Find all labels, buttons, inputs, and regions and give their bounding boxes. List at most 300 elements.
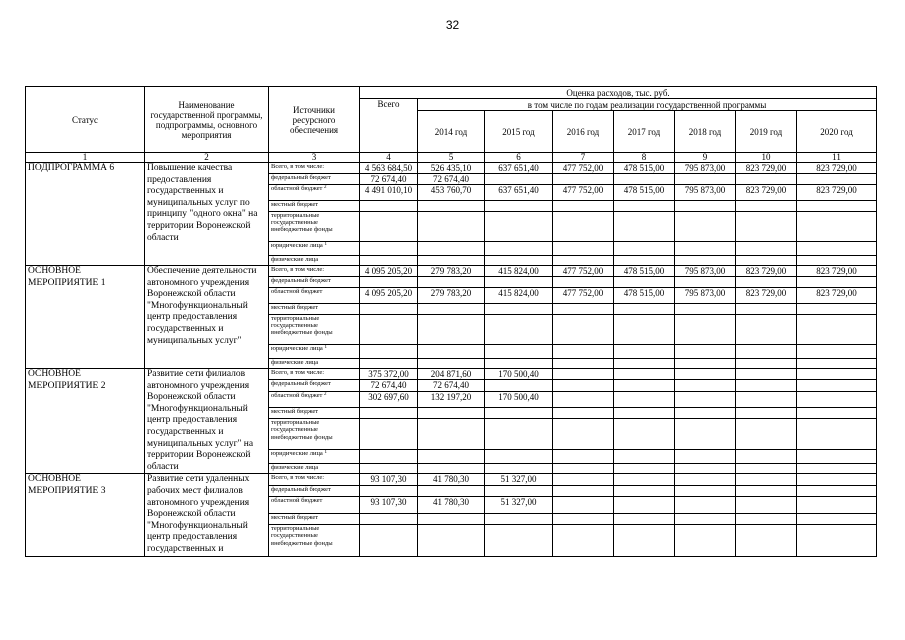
amount-cell: 4 491 010,10 (360, 185, 418, 201)
amount-cell (418, 449, 485, 463)
source-label: юридические лица (271, 242, 323, 249)
amount-cell (614, 513, 675, 524)
amount-cell (360, 277, 418, 288)
amount-cell (485, 345, 553, 359)
header-year: 2018 год (675, 111, 736, 153)
amount-cell: 93 107,30 (360, 474, 418, 485)
amount-cell (675, 391, 736, 407)
amount-cell (553, 419, 614, 450)
amount-cell (553, 256, 614, 266)
source-label: федеральный бюджет (271, 174, 331, 181)
amount-cell: 637 651,40 (485, 185, 553, 201)
column-number: 4 (360, 153, 418, 163)
source-label: федеральный бюджет (271, 485, 331, 493)
amount-cell (797, 345, 877, 359)
amount-cell (675, 201, 736, 212)
source-label: областной бюджет (271, 497, 323, 505)
amount-cell (418, 304, 485, 315)
amount-cell (553, 277, 614, 288)
table-row (26, 369, 877, 380)
amount-cell (418, 419, 485, 450)
amount-cell (553, 380, 614, 391)
column-number: 7 (553, 153, 614, 163)
source-label: Всего, в том числе: (271, 163, 325, 170)
amount-cell (360, 315, 418, 345)
amount-cell (797, 174, 877, 185)
footnote-mark: 1 (324, 345, 327, 350)
amount-cell (736, 242, 797, 256)
source-label: юридические лица (271, 449, 323, 457)
source-cell (269, 474, 360, 485)
amount-cell (797, 497, 877, 514)
amount-cell (675, 525, 736, 556)
amount-cell (553, 212, 614, 242)
amount-cell (736, 419, 797, 450)
amount-cell (485, 513, 553, 524)
amount-cell (418, 525, 485, 556)
amount-cell (797, 449, 877, 463)
budget-table (25, 86, 877, 557)
amount-cell (614, 315, 675, 345)
amount-cell (614, 485, 675, 496)
block-name: Повышение качества предоставления государственных и муниципальных услуг по принципу "одного окна" на территории Воронежской области (145, 163, 269, 266)
amount-cell (736, 304, 797, 315)
amount-cell: 478 515,00 (614, 163, 675, 174)
amount-cell (485, 242, 553, 256)
amount-cell: 823 729,00 (797, 266, 877, 277)
source-cell (269, 201, 360, 212)
source-cell (269, 288, 360, 304)
source-cell (269, 242, 360, 256)
amount-cell: 477 752,00 (553, 288, 614, 304)
amount-cell (797, 256, 877, 266)
amount-cell (675, 380, 736, 391)
source-label: физические лица (271, 359, 319, 366)
amount-cell (418, 201, 485, 212)
amount-cell: 170 500,40 (485, 369, 553, 380)
table-row (26, 163, 877, 174)
amount-cell: 93 107,30 (360, 497, 418, 514)
source-cell (269, 449, 360, 463)
column-number: 6 (485, 153, 553, 163)
amount-cell: 823 729,00 (797, 185, 877, 201)
amount-cell (614, 464, 675, 474)
source-cell (269, 407, 360, 418)
table-row (26, 266, 877, 277)
amount-cell (736, 345, 797, 359)
column-number: 1 (26, 153, 145, 163)
header-year: 2016 год (553, 111, 614, 153)
amount-cell (360, 513, 418, 524)
amount-cell (797, 359, 877, 369)
column-number: 5 (418, 153, 485, 163)
amount-cell (736, 391, 797, 407)
budget-body (26, 163, 877, 557)
source-label: территориальные государственные внебюджетные фонды (271, 419, 333, 441)
amount-cell (485, 304, 553, 315)
amount-cell (736, 359, 797, 369)
amount-cell (485, 464, 553, 474)
source-cell (269, 513, 360, 524)
amount-cell (418, 464, 485, 474)
amount-cell (553, 304, 614, 315)
source-label: федеральный бюджет (271, 277, 331, 284)
amount-cell (675, 277, 736, 288)
amount-cell (553, 345, 614, 359)
amount-cell (553, 407, 614, 418)
header-year: 2020 год (797, 111, 877, 153)
amount-cell (485, 485, 553, 496)
column-number: 11 (797, 153, 877, 163)
footnote-mark: 1 (324, 242, 327, 247)
amount-cell (675, 474, 736, 485)
column-number: 8 (614, 153, 675, 163)
amount-cell (418, 315, 485, 345)
amount-cell (485, 174, 553, 185)
amount-cell (614, 525, 675, 556)
amount-cell (553, 474, 614, 485)
amount-cell: 51 327,00 (485, 474, 553, 485)
amount-cell (360, 201, 418, 212)
amount-cell (418, 359, 485, 369)
amount-cell: 526 435,10 (418, 163, 485, 174)
amount-cell (736, 464, 797, 474)
amount-cell: 72 674,40 (418, 174, 485, 185)
amount-cell (553, 359, 614, 369)
amount-cell (675, 256, 736, 266)
amount-cell (736, 256, 797, 266)
source-label: Всего, в том числе: (271, 369, 325, 376)
column-number: 2 (145, 153, 269, 163)
amount-cell (797, 277, 877, 288)
source-label: территориальные государственные внебюджетные фонды (271, 212, 333, 234)
amount-cell: 477 752,00 (553, 266, 614, 277)
amount-cell: 415 824,00 (485, 288, 553, 304)
header-sources: Источники ресурсного обеспечения (269, 87, 360, 153)
amount-cell: 823 729,00 (797, 288, 877, 304)
amount-cell: 637 651,40 (485, 163, 553, 174)
amount-cell (614, 212, 675, 242)
amount-cell (360, 464, 418, 474)
source-label: территориальные государственные внебюджетные фонды (271, 315, 333, 337)
amount-cell (675, 513, 736, 524)
amount-cell (360, 359, 418, 369)
amount-cell (675, 485, 736, 496)
amount-cell (553, 369, 614, 380)
source-cell (269, 359, 360, 369)
amount-cell (614, 304, 675, 315)
amount-cell (485, 201, 553, 212)
header-year: 2015 год (485, 111, 553, 153)
amount-cell (797, 304, 877, 315)
amount-cell (485, 380, 553, 391)
amount-cell: 795 873,00 (675, 288, 736, 304)
amount-cell (797, 201, 877, 212)
amount-cell: 795 873,00 (675, 266, 736, 277)
amount-cell (553, 513, 614, 524)
amount-cell: 72 674,40 (418, 380, 485, 391)
amount-cell (736, 277, 797, 288)
amount-cell: 302 697,60 (360, 391, 418, 407)
source-label: Всего, в том числе: (271, 474, 325, 482)
amount-cell (485, 277, 553, 288)
source-cell (269, 174, 360, 185)
amount-cell (614, 201, 675, 212)
block-status: ОСНОВНОЕ МЕРОПРИЯТИЕ 2 (26, 369, 145, 474)
amount-cell (418, 277, 485, 288)
amount-cell: 4 095 205,20 (360, 266, 418, 277)
header-name: Наименование государственной программы, подпрограммы, основного мероприятия (145, 87, 269, 153)
amount-cell (614, 345, 675, 359)
amount-cell (553, 315, 614, 345)
amount-cell (553, 525, 614, 556)
header-year: 2017 год (614, 111, 675, 153)
amount-cell (675, 407, 736, 418)
amount-cell: 41 780,30 (418, 497, 485, 514)
source-label: областной бюджет (271, 185, 323, 192)
header-estimate: Оценка расходов, тыс. руб. (360, 87, 877, 99)
block-name: Обеспечение деятельности автономного учреждения Воронежской области "Многофункциональный центр предоставления государственных и муниципальных услуг" (145, 266, 269, 369)
amount-cell (553, 391, 614, 407)
source-cell (269, 212, 360, 242)
amount-cell (736, 525, 797, 556)
amount-cell (418, 256, 485, 266)
amount-cell (360, 407, 418, 418)
amount-cell: 823 729,00 (736, 185, 797, 201)
source-cell (269, 497, 360, 514)
amount-cell (360, 256, 418, 266)
source-cell (269, 304, 360, 315)
amount-cell (614, 369, 675, 380)
amount-cell (675, 174, 736, 185)
source-cell (269, 369, 360, 380)
amount-cell: 823 729,00 (736, 163, 797, 174)
header-total: Всего (360, 99, 418, 153)
amount-cell: 72 674,40 (360, 174, 418, 185)
column-number: 9 (675, 153, 736, 163)
amount-cell (418, 513, 485, 524)
amount-cell (797, 212, 877, 242)
amount-cell (553, 464, 614, 474)
amount-cell (797, 380, 877, 391)
source-cell (269, 163, 360, 174)
amount-cell (614, 277, 675, 288)
amount-cell (418, 407, 485, 418)
amount-cell (797, 485, 877, 496)
block-status: ОСНОВНОЕ МЕРОПРИЯТИЕ 3 (26, 474, 145, 556)
amount-cell (614, 391, 675, 407)
amount-cell (797, 513, 877, 524)
amount-cell (360, 485, 418, 496)
source-cell (269, 380, 360, 391)
header-by-years: в том числе по годам реализации государственной программы (418, 99, 877, 111)
table-row (26, 474, 877, 485)
source-label: физические лица (271, 256, 319, 263)
amount-cell (675, 449, 736, 463)
amount-cell (485, 419, 553, 450)
amount-cell (360, 345, 418, 359)
source-cell (269, 464, 360, 474)
amount-cell (736, 380, 797, 391)
amount-cell (797, 315, 877, 345)
amount-cell (485, 212, 553, 242)
amount-cell (360, 525, 418, 556)
amount-cell (797, 407, 877, 418)
source-label: Всего, в том числе: (271, 266, 325, 273)
source-label: территориальные государственные внебюджетные фонды (271, 525, 333, 547)
amount-cell: 823 729,00 (736, 266, 797, 277)
amount-cell: 823 729,00 (736, 288, 797, 304)
amount-cell (736, 497, 797, 514)
amount-cell (360, 212, 418, 242)
amount-cell (797, 464, 877, 474)
amount-cell (614, 407, 675, 418)
amount-cell (418, 485, 485, 496)
source-label: физические лица (271, 464, 319, 472)
amount-cell (614, 419, 675, 450)
amount-cell (675, 419, 736, 450)
amount-cell: 477 752,00 (553, 163, 614, 174)
amount-cell (418, 345, 485, 359)
amount-cell: 453 760,70 (418, 185, 485, 201)
source-label: местный бюджет (271, 407, 319, 415)
amount-cell (736, 474, 797, 485)
source-cell (269, 419, 360, 450)
amount-cell (675, 212, 736, 242)
source-cell (269, 525, 360, 556)
source-label: федеральный бюджет (271, 380, 331, 388)
amount-cell (675, 497, 736, 514)
amount-cell (485, 359, 553, 369)
amount-cell (553, 242, 614, 256)
amount-cell (614, 359, 675, 369)
amount-cell: 170 500,40 (485, 391, 553, 407)
amount-cell (797, 525, 877, 556)
amount-cell (614, 449, 675, 463)
amount-cell (553, 174, 614, 185)
block-status: ОСНОВНОЕ МЕРОПРИЯТИЕ 1 (26, 266, 145, 369)
footnote-mark: 1 (324, 449, 327, 455)
source-cell (269, 315, 360, 345)
amount-cell: 132 197,20 (418, 391, 485, 407)
source-cell (269, 256, 360, 266)
source-label: местный бюджет (271, 201, 319, 208)
amount-cell (675, 315, 736, 345)
source-cell (269, 185, 360, 201)
amount-cell (360, 242, 418, 256)
source-label: областной бюджет (271, 391, 323, 399)
amount-cell: 51 327,00 (485, 497, 553, 514)
amount-cell: 795 873,00 (675, 163, 736, 174)
amount-cell (675, 345, 736, 359)
amount-cell (418, 212, 485, 242)
amount-cell (736, 485, 797, 496)
amount-cell (553, 201, 614, 212)
amount-cell: 478 515,00 (614, 288, 675, 304)
amount-cell (736, 174, 797, 185)
amount-cell (675, 464, 736, 474)
amount-cell (736, 201, 797, 212)
amount-cell (736, 369, 797, 380)
amount-cell (553, 449, 614, 463)
amount-cell (736, 449, 797, 463)
amount-cell (360, 419, 418, 450)
amount-cell (418, 242, 485, 256)
header-year: 2019 год (736, 111, 797, 153)
amount-cell: 795 873,00 (675, 185, 736, 201)
amount-cell: 478 515,00 (614, 266, 675, 277)
amount-cell: 279 783,20 (418, 266, 485, 277)
amount-cell (675, 242, 736, 256)
source-label: областной бюджет (271, 288, 323, 295)
block-status: ПОДПРОГРАММА 6 (26, 163, 145, 266)
amount-cell (797, 474, 877, 485)
amount-cell (797, 242, 877, 256)
amount-cell (675, 369, 736, 380)
amount-cell (485, 525, 553, 556)
amount-cell (614, 242, 675, 256)
source-cell (269, 485, 360, 496)
amount-cell (553, 485, 614, 496)
source-cell (269, 266, 360, 277)
amount-cell: 375 372,00 (360, 369, 418, 380)
amount-cell (614, 380, 675, 391)
amount-cell (614, 474, 675, 485)
amount-cell (736, 315, 797, 345)
amount-cell (485, 407, 553, 418)
amount-cell: 477 752,00 (553, 185, 614, 201)
amount-cell (485, 449, 553, 463)
amount-cell (553, 497, 614, 514)
block-name: Развитие сети филиалов автономного учреждения Воронежской области "Многофункциональный центр предоставления государственных и муниципальных услуг" на территории Воронежской области (145, 369, 269, 474)
amount-cell: 204 871,60 (418, 369, 485, 380)
amount-cell (736, 407, 797, 418)
amount-cell (675, 304, 736, 315)
amount-cell (485, 256, 553, 266)
column-number: 3 (269, 153, 360, 163)
source-cell (269, 277, 360, 288)
amount-cell (797, 419, 877, 450)
amount-cell (797, 369, 877, 380)
page-number: 32 (445, 18, 460, 32)
header-year: 2014 год (418, 111, 485, 153)
source-cell (269, 391, 360, 407)
block-name: Развитие сети удаленных рабочих мест филиалов автономного учреждения Воронежской области "Многофункциональный центр предоставления государственных и (145, 474, 269, 556)
column-number: 10 (736, 153, 797, 163)
amount-cell: 478 515,00 (614, 185, 675, 201)
amount-cell (797, 391, 877, 407)
amount-cell: 41 780,30 (418, 474, 485, 485)
footnote-mark: 2 (323, 391, 327, 397)
amount-cell (614, 174, 675, 185)
amount-cell (736, 212, 797, 242)
amount-cell (736, 513, 797, 524)
amount-cell: 279 783,20 (418, 288, 485, 304)
header-status: Статус (26, 87, 145, 153)
amount-cell (614, 256, 675, 266)
source-cell (269, 345, 360, 359)
amount-cell (360, 304, 418, 315)
source-label: местный бюджет (271, 513, 319, 521)
footnote-mark: 2 (323, 185, 327, 190)
source-label: местный бюджет (271, 304, 319, 311)
source-label: юридические лица (271, 345, 323, 352)
amount-cell: 823 729,00 (797, 163, 877, 174)
amount-cell: 415 824,00 (485, 266, 553, 277)
amount-cell (360, 449, 418, 463)
amount-cell (675, 359, 736, 369)
amount-cell: 72 674,40 (360, 380, 418, 391)
